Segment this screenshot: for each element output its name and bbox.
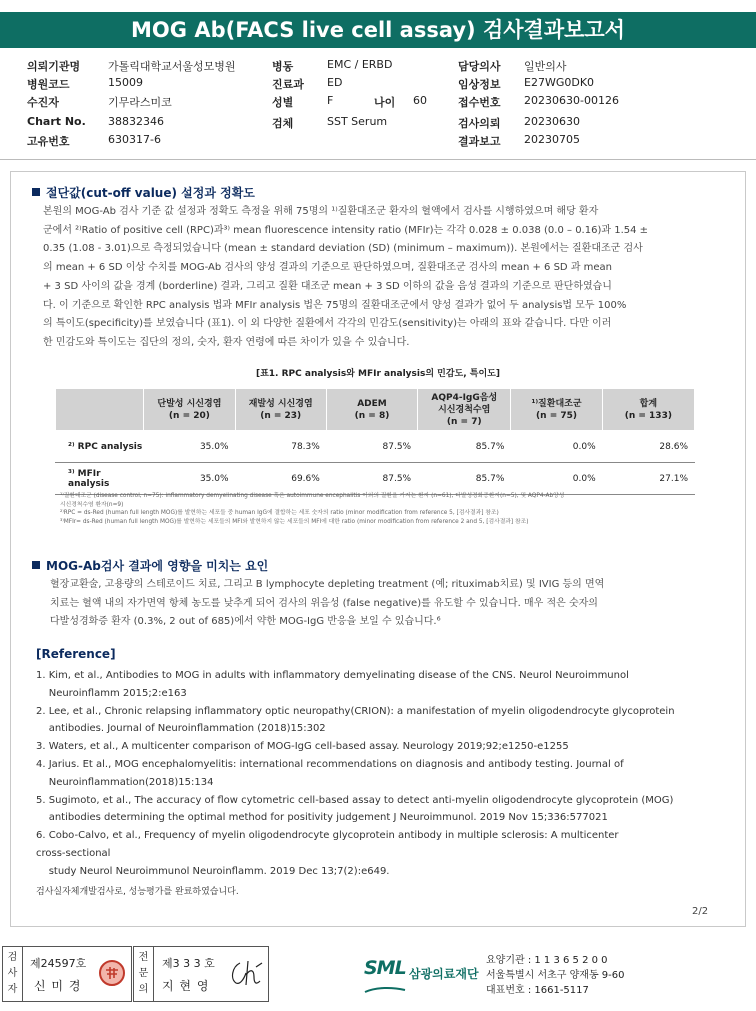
- logo-swoosh-icon: [364, 986, 406, 994]
- info-value: 630317-6: [108, 133, 161, 146]
- info-label: 검사의뢰: [458, 117, 501, 130]
- specialist-stamp: [133, 946, 269, 1002]
- org-address: [486, 953, 625, 998]
- info-label: 병동: [272, 60, 294, 73]
- seal-mark-icon: [101, 962, 123, 984]
- info-value: F: [327, 94, 334, 107]
- address-line: 서울특별시 서초구 양재동 9-60: [486, 970, 625, 981]
- reference-line: Neuroinflammation(2018)15:134: [36, 776, 214, 788]
- info-label: 결과보고: [458, 135, 501, 148]
- table-cell: 0.0%: [511, 431, 602, 463]
- label-char: 의: [138, 984, 149, 995]
- section-heading: [32, 184, 255, 201]
- info-value: 가톨릭대학교서울성모병원: [108, 60, 236, 73]
- header-line: (n = 133): [624, 410, 672, 421]
- reference-line: 6. Cobo-Calvo, et al., Frequency of myelin oligodendrocyte glycoprotein antibody in multiple sclerosis: A multicenter: [36, 830, 619, 842]
- table-footnotes: [60, 492, 740, 526]
- section-heading-text: 절단값(cut-off value) 설정과 정확도: [46, 186, 255, 200]
- label-char: 전: [138, 952, 149, 963]
- label-char: 문: [138, 968, 149, 979]
- info-label: 진료과: [272, 78, 304, 91]
- row-label: ³⁾ MFIr analysis: [56, 463, 144, 495]
- age-label: 나이: [374, 96, 396, 109]
- table-cell: 0.0%: [511, 463, 602, 495]
- patient-info: [0, 55, 756, 155]
- info-label: Chart No.: [27, 115, 86, 128]
- table-header-row: [56, 389, 695, 431]
- specialist-label: [134, 947, 154, 1001]
- header-line: ¹⁾질환대조군: [531, 398, 582, 409]
- tester-name: 신 미 경: [34, 979, 82, 993]
- info-value: SST Serum: [327, 115, 388, 128]
- row-label: ²⁾ RPC analysis: [56, 431, 144, 463]
- references-heading: [Reference]: [36, 647, 116, 661]
- reference-line: antibodies. Journal of Neuroinflammation (2018)15:302: [36, 723, 326, 735]
- table-cell: 78.3%: [235, 431, 326, 463]
- label-char: 자: [7, 984, 18, 995]
- reference-line: study Neurol Neuroimmunol Neuroinflamm. 2019 Dec 13;7(2):e649.: [36, 865, 390, 877]
- paragraph-line: 치료는 혈액 내의 자가면역 항체 농도를 낮추게 되어 검사의 위음성 (false negative)를 유도할 수 있습니다. 매우 적은 숫자의: [50, 597, 598, 609]
- info-value: ED: [327, 76, 343, 89]
- column-header: [418, 389, 511, 431]
- table-caption: [표1. RPC analysis와 MFIr analysis의 민감도, 특이도]: [255, 369, 500, 379]
- reference-line: antibodies determining the optimal method for positivity judgement J Neuroimmunol. 2019 Nov 15;336:577021: [36, 812, 608, 824]
- address-line: 대표번호 : 1661-5117: [486, 985, 589, 996]
- header-line: (n = 8): [354, 410, 390, 421]
- sml-logo: [364, 957, 406, 998]
- table-cell: 87.5%: [326, 463, 417, 495]
- header-line: (n = 7): [446, 416, 482, 427]
- address-line: 요양기관 : 1 1 3 6 5 2 0 0: [486, 955, 608, 966]
- table-cell: 85.7%: [418, 431, 511, 463]
- info-value: 38832346: [108, 115, 164, 128]
- section1-paragraph: [43, 203, 733, 353]
- paragraph-line: 0.35 (1.08 - 3.01)으로 측정되었습니다 (mean ± standard deviation (SD) (minimum – maximum)). 본원에서는 질환대조군 검사: [43, 243, 643, 255]
- info-label: 병원코드: [27, 78, 70, 91]
- header-line: ADEM: [357, 398, 387, 409]
- references-list: [36, 667, 736, 901]
- validation-note: 검사실자체개발검사로, 성능평가를 완료하였습니다.: [36, 886, 239, 897]
- info-value: E27WG0DK0: [524, 76, 595, 89]
- paragraph-line: 의 특이도(specificity)를 보였습니다 (표1). 이 외 다양한 질환에서 각각의 민감도(sensitivity)는 아래의 표와 같습니다. 다만 이러: [43, 318, 612, 330]
- logo-text: SML: [364, 957, 406, 979]
- info-label: 의뢰기관명: [27, 60, 81, 73]
- info-value: 20230705: [524, 133, 580, 146]
- info-label: 수진자: [27, 96, 59, 109]
- header-line: 단발성 시신경염: [157, 398, 222, 409]
- header-line: 재발성 시신경염: [248, 398, 313, 409]
- reference-line: 1. Kim, et al., Antibodies to MOG in adults with inflammatory demyelinating disease of the CNS. Neurol Neuroimmunol: [36, 670, 629, 681]
- paragraph-line: 본원의 MOG-Ab 검사 기준 값 설정과 정확도 측정을 위해 75명의 ¹⁾질환대조군 환자의 혈액에서 검사를 시행하였으며 해당 환자: [43, 206, 599, 217]
- paragraph-line: 다발성경화증 환자 (0.3%, 2 out of 685)에서 약한 MOG-IgG 반응을 보일 수 있습니다.⁶: [50, 616, 441, 628]
- table-cell: 35.0%: [144, 431, 235, 463]
- header-line: AQP4-IgG음성: [431, 392, 498, 403]
- specialist-name: 지 현 영: [162, 979, 210, 993]
- paragraph-line: 의 mean + 6 SD 이상 수치를 MOG-Ab 검사의 양성 결과의 기준으로 판단하였으며, 질환대조군 검사의 mean + 6 SD 과 mean: [43, 262, 613, 274]
- table-cell: 27.1%: [602, 463, 694, 495]
- tester-label: [3, 947, 23, 1001]
- header-line: 합계: [639, 398, 658, 409]
- info-label: 성별: [272, 96, 294, 109]
- footnote: ²⁾RPC = ds-Red (human full length MOG)를 발현하는 세포들 중 human IgG에 결합하는 세포 숫자의 ratio (minor modification from reference 5, [검사결과] 참조): [60, 510, 499, 516]
- section2-paragraph: [50, 576, 740, 632]
- footnote: 시신경척수염 환자(n=9): [60, 501, 124, 508]
- paragraph-line: + 3 SD 사이의 값을 경계 (borderline) 결과, 그리고 질환 대조군 mean + 3 SD 이하의 값을 음성 결과의 기준으로 판단하였습니: [43, 280, 612, 292]
- bullet-square-icon: [32, 561, 40, 569]
- reference-line: Neuroinflamm 2015;2:e163: [36, 687, 187, 699]
- info-value: 일반의사: [524, 60, 567, 73]
- tester-stamp: [2, 946, 132, 1002]
- column-header: [235, 389, 326, 431]
- footnote: ¹⁾질환대조군 (disease control, n=75): inflammatory demyelinating disease 혹은 autoimmune encephalitis 이외의 질환을 가지는 환자 (n=61), 다발성경화증환자(n=5), 및 AQP4-Ab양성: [60, 493, 565, 499]
- info-value: 20230630-00126: [524, 94, 619, 107]
- age-value: 60: [413, 94, 427, 107]
- column-header: [326, 389, 417, 431]
- header-line: 시신경척수염: [438, 404, 491, 415]
- header-line: (n = 23): [260, 410, 302, 421]
- column-header: [602, 389, 694, 431]
- signature-icon: [226, 957, 264, 991]
- table-cell: 87.5%: [326, 431, 417, 463]
- reference-line: 4. Jarius. Et al., MOG encephalomyelitis: international recommendations on diagnosis and antibody testing. Journal of: [36, 758, 624, 770]
- seal-icon: [99, 960, 125, 986]
- info-label: 담당의사: [458, 60, 501, 73]
- section-heading: [32, 557, 268, 574]
- bullet-square-icon: [32, 188, 40, 196]
- table-cell: 69.6%: [235, 463, 326, 495]
- info-value: 20230630: [524, 115, 580, 128]
- table-row: [56, 463, 695, 495]
- reference-line: 2. Lee, et al., Chronic relapsing inflammatory optic neuropathy(CRION): a manifestation of myelin oligodendrocyte glycoprotein: [36, 705, 675, 717]
- header-line: (n = 20): [168, 410, 210, 421]
- sensitivity-table: [55, 388, 695, 495]
- column-header: [511, 389, 602, 431]
- info-label: 임상정보: [458, 78, 501, 91]
- paragraph-line: 다. 이 기준으로 확인한 RPC analysis 법과 MFIr analysis 법은 75명의 질환대조군에서 양성 결과가 없어 두 analysis법 모두 100%: [43, 299, 627, 311]
- reference-line: cross-sectional: [36, 847, 111, 859]
- paragraph-line: 한 민감도와 특이도는 집단의 정의, 숫자, 환자 연령에 따른 차이가 있을 수 있습니다.: [43, 336, 410, 348]
- table-cell: 28.6%: [602, 431, 694, 463]
- column-header: [144, 389, 235, 431]
- paragraph-line: 군에서 ²⁾Ratio of positive cell (RPC)과³⁾ mean fluorescence intensity ratio (MFIr)는 각각 0.028 ± 0.038 (0.0 – 0.16)과 1.54 ±: [43, 224, 649, 236]
- divider: [0, 159, 756, 160]
- reference-line: 3. Waters, et al., A multicenter comparison of MOG-IgG cell-based assay. Neurology 2019;92;e1250-e1255: [36, 741, 569, 753]
- org-name: 삼광의료재단: [409, 967, 479, 981]
- report-title: MOG Ab(FACS live cell assay) 검사결과보고서: [0, 12, 756, 48]
- info-value: 15009: [108, 76, 143, 89]
- info-value: 기무라스미코: [108, 96, 172, 109]
- table-corner: [56, 389, 144, 431]
- footnote: ³⁾MFIr= ds-Red (human full length MOG)를 발현하는 세포들의 MFI와 발현하지 않는 세포들의 MFI에 대한 ratio (minor modification from reference 2 and 5, [검사결과] 참조): [60, 518, 529, 525]
- info-label: 접수번호: [458, 96, 501, 109]
- tester-license: 제24597호: [30, 957, 87, 970]
- page-number: 2/2: [692, 906, 709, 917]
- paragraph-line: 혈장교환술, 고용량의 스테로이드 치료, 그리고 B lymphocyte depleting treatment (예; rituximab치료) 및 IVIG 등의 면역: [50, 579, 605, 590]
- specialist-license: 제3 3 3 호: [162, 957, 215, 970]
- info-label: 고유번호: [27, 135, 70, 148]
- info-value: EMC / ERBD: [327, 58, 393, 71]
- label-char: 검: [7, 952, 18, 963]
- table-cell: 85.7%: [418, 463, 511, 495]
- header-line: (n = 75): [536, 410, 578, 421]
- info-label: 검체: [272, 117, 294, 130]
- label-char: 사: [7, 968, 18, 979]
- table-cell: 35.0%: [144, 463, 235, 495]
- section-heading-text: MOG-Ab검사 결과에 영향을 미치는 요인: [46, 559, 269, 573]
- reference-line: 5. Sugimoto, et al., The accuracy of flow cytometric cell-based assay to detect anti-myelin oligodendrocyte glycoprotein (MOG): [36, 794, 674, 806]
- table-row: [56, 431, 695, 463]
